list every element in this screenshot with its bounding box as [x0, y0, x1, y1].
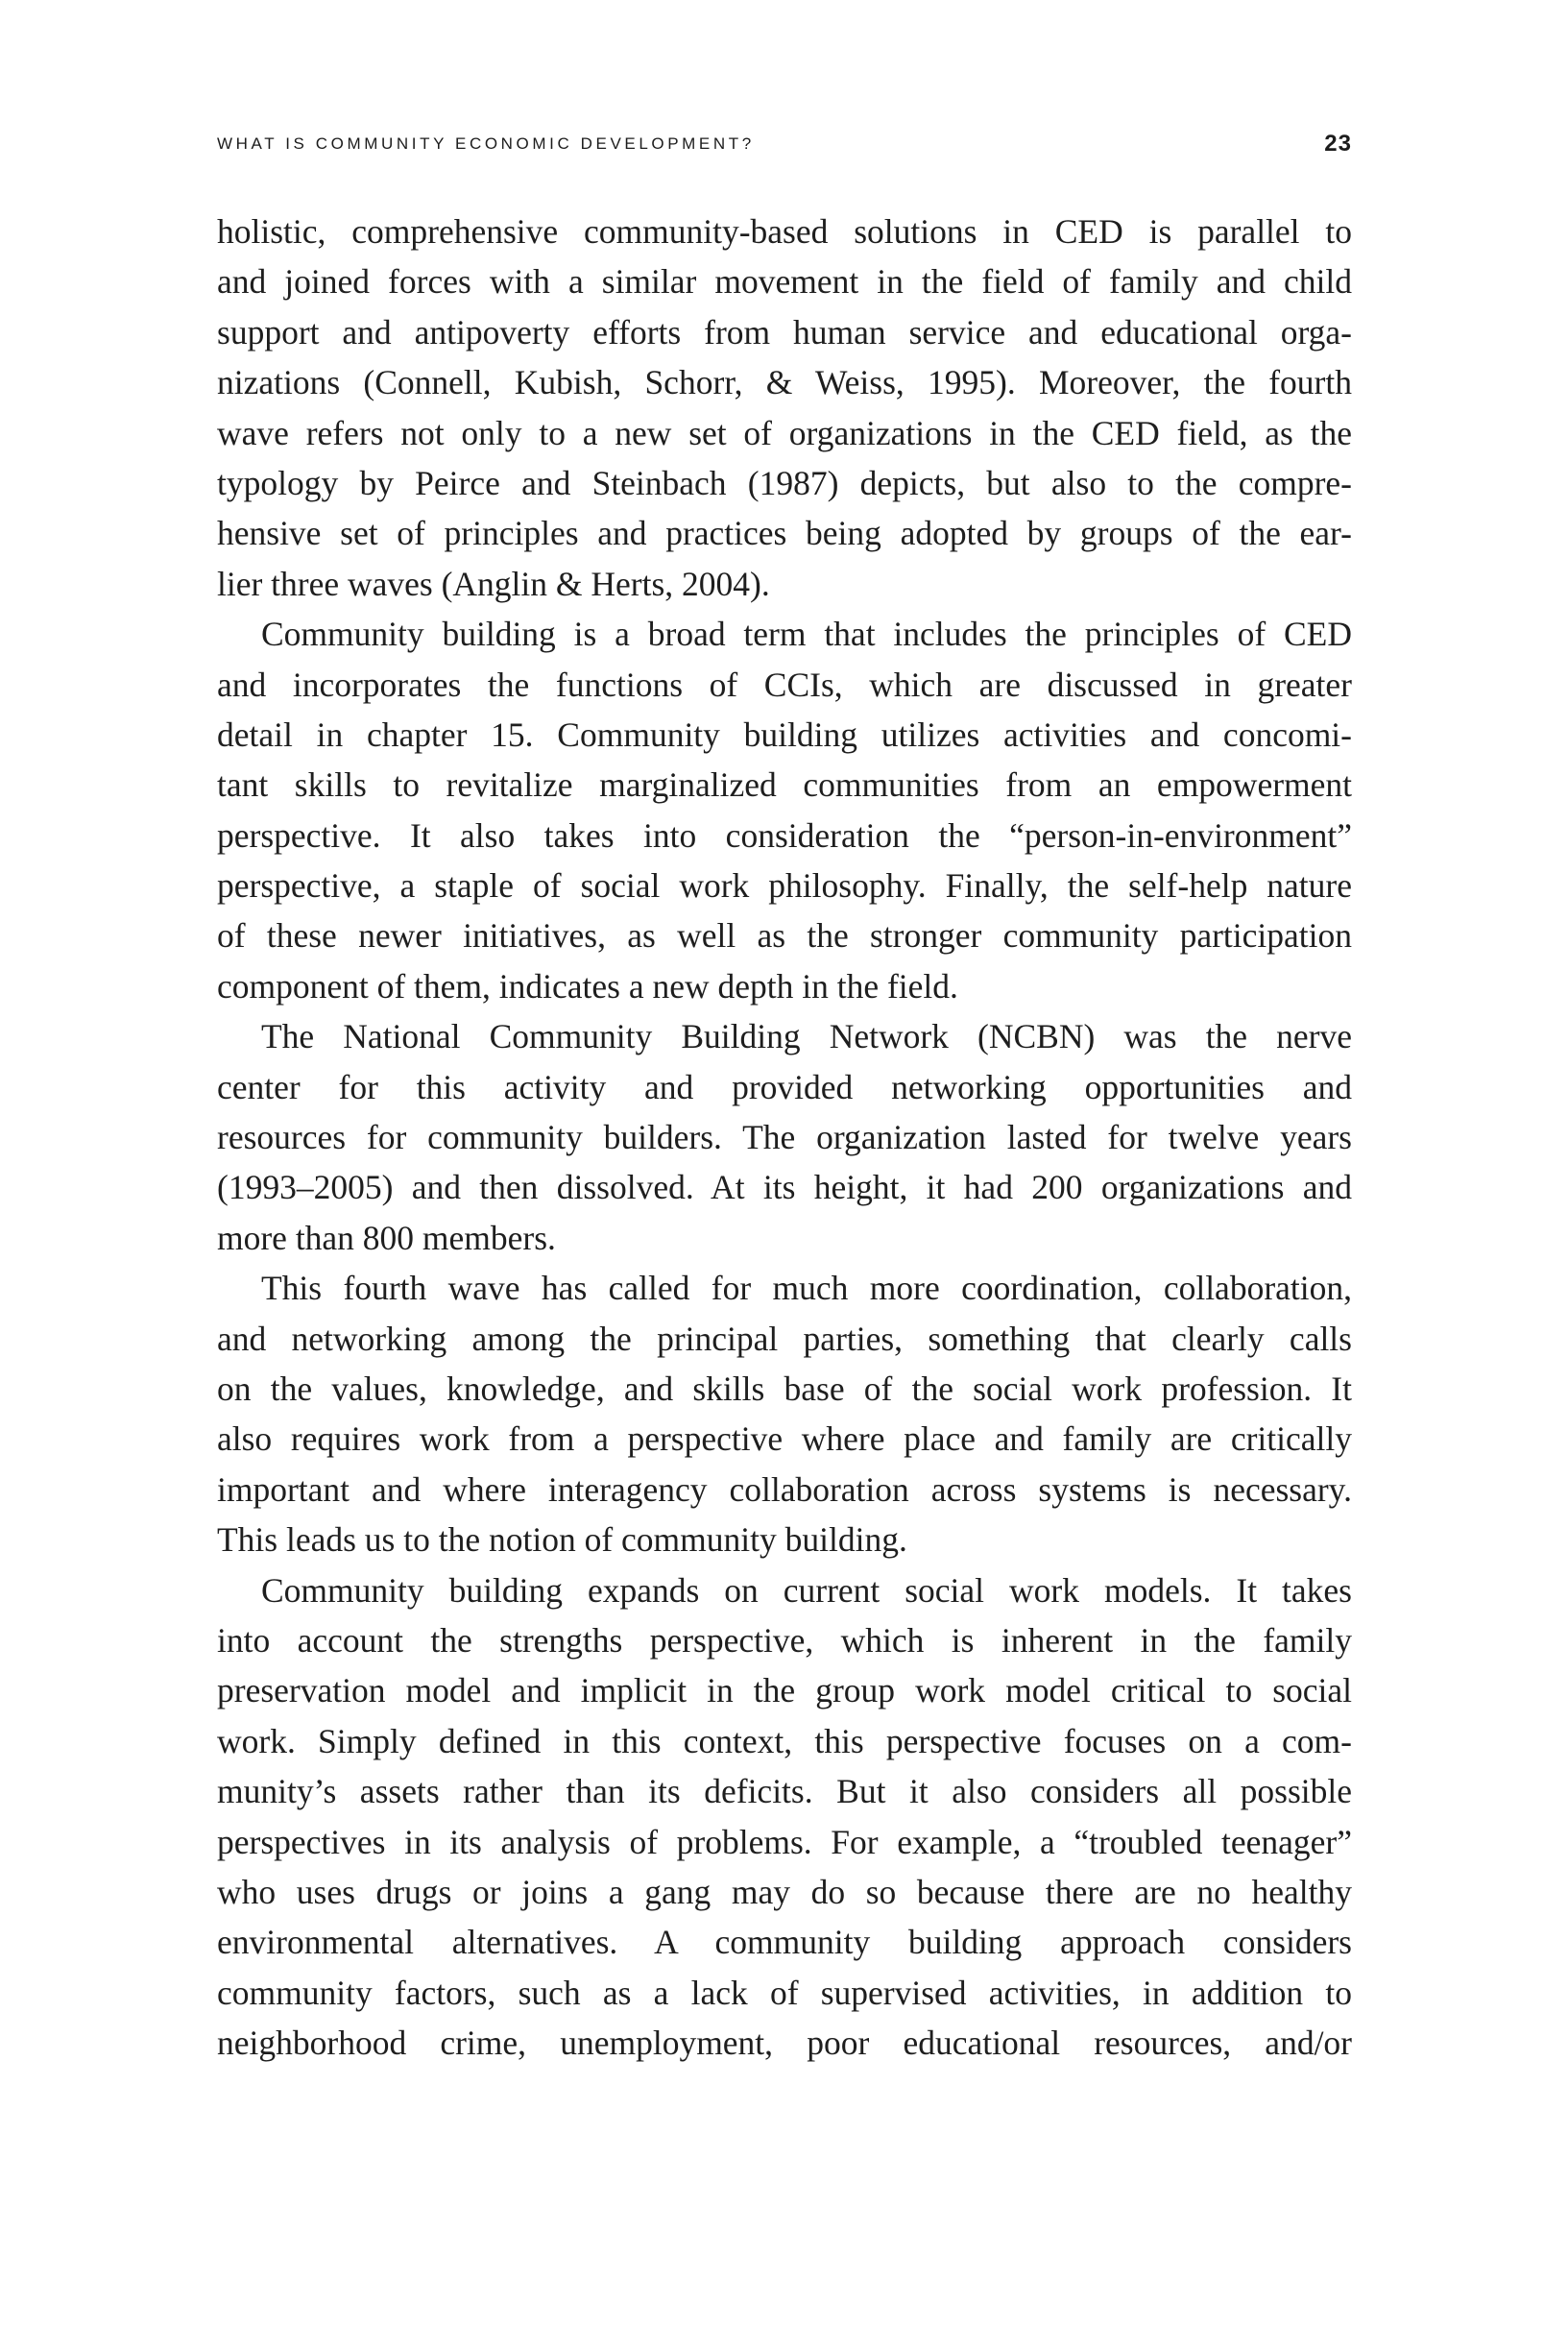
text-line: on the values, knowledge, and skills base of the social work profession. It — [217, 1369, 1352, 1408]
text-line: munity’s assets rather than its deficits. But it also considers all possible — [217, 1772, 1352, 1811]
running-head-title: WHAT IS COMMUNITY ECONOMIC DEVELOPMENT? — [217, 134, 755, 153]
text-line: resources for community builders. The organization lasted for twelve years — [217, 1118, 1352, 1157]
text-line: environmental alternatives. A community building approach considers — [217, 1923, 1352, 1962]
page-number: 23 — [1324, 131, 1352, 157]
text-line: perspectives in its analysis of problems. For example, a “troubled teenager” — [217, 1822, 1352, 1861]
text-line: Community building is a broad term that includes the principles of CED — [261, 615, 1352, 654]
text-line: also requires work from a perspective where place and family are critically — [217, 1419, 1352, 1459]
text-line: and incorporates the functions of CCIs, which are discussed in greater — [217, 665, 1352, 704]
text-line: (1993–2005) and then dissolved. At its height, it had 200 organizations and — [217, 1168, 1352, 1207]
text-line: neighborhood crime, unemployment, poor educational resources, and/or — [217, 2024, 1352, 2063]
text-line: preservation model and implicit in the group work model critical to social — [217, 1671, 1352, 1710]
text-line: tant skills to revitalize marginalized communities from an empowerment — [217, 765, 1352, 805]
text-line: Community building expands on current social work models. It takes — [261, 1570, 1352, 1610]
text-line: holistic, comprehensive community-based solutions in CED is parallel to — [217, 212, 1352, 251]
text-line: into account the strengths perspective, which is inherent in the family — [217, 1620, 1352, 1660]
paragraph — [217, 609, 1352, 1011]
text-line: typology by Peirce and Steinbach (1987) depicts, but also to the compre- — [217, 463, 1352, 502]
text-line: community factors, such as a lack of supervised activities, in addition to — [217, 1973, 1352, 2012]
paragraph — [217, 206, 1352, 609]
text-line: work. Simply defined in this context, this perspective focuses on a com- — [217, 1721, 1352, 1760]
text-line: perspective. It also takes into consideration the “person-in-environment” — [217, 815, 1352, 855]
text-line: and joined forces with a similar movement in the field of family and child — [217, 262, 1352, 302]
text-line: important and where interagency collaboration across systems is necessary. — [217, 1469, 1352, 1509]
text-line: detail in chapter 15. Community building utilizes activities and concomi- — [217, 715, 1352, 754]
text-line: component of them, indicates a new depth in the field. — [217, 966, 958, 1006]
text-line: perspective, a staple of social work philosophy. Finally, the self-help nature — [217, 866, 1352, 906]
text-line: and networking among the principal parties, something that clearly calls — [217, 1319, 1352, 1358]
text-line: center for this activity and provided networking opportunities and — [217, 1067, 1352, 1106]
paragraph — [217, 1263, 1352, 1564]
text-line: This leads us to the notion of community building. — [217, 1520, 907, 1560]
text-line: nizations (Connell, Kubish, Schorr, & Weiss, 1995). Moreover, the fourth — [217, 363, 1352, 402]
paragraph — [217, 1011, 1352, 1263]
text-line: lier three waves (Anglin & Herts, 2004). — [217, 564, 770, 603]
paragraph — [217, 1565, 1352, 2069]
text-line: more than 800 members. — [217, 1218, 556, 1257]
text-line: wave refers not only to a new set of organizations in the CED field, as the — [217, 413, 1352, 452]
text-line: The National Community Building Network (NCBN) was the nerve — [261, 1017, 1352, 1056]
text-line: This fourth wave has called for much more coordination, collaboration, — [261, 1269, 1352, 1308]
text-line: who uses drugs or joins a gang may do so because there are no healthy — [217, 1872, 1352, 1911]
body-text — [217, 206, 1352, 2068]
text-line: of these newer initiatives, as well as the stronger community participation — [217, 916, 1352, 956]
text-line: support and antipoverty efforts from human service and educational orga- — [217, 312, 1352, 352]
running-head — [217, 131, 1352, 163]
text-line: hensive set of principles and practices being adopted by groups of the ear- — [217, 514, 1352, 553]
